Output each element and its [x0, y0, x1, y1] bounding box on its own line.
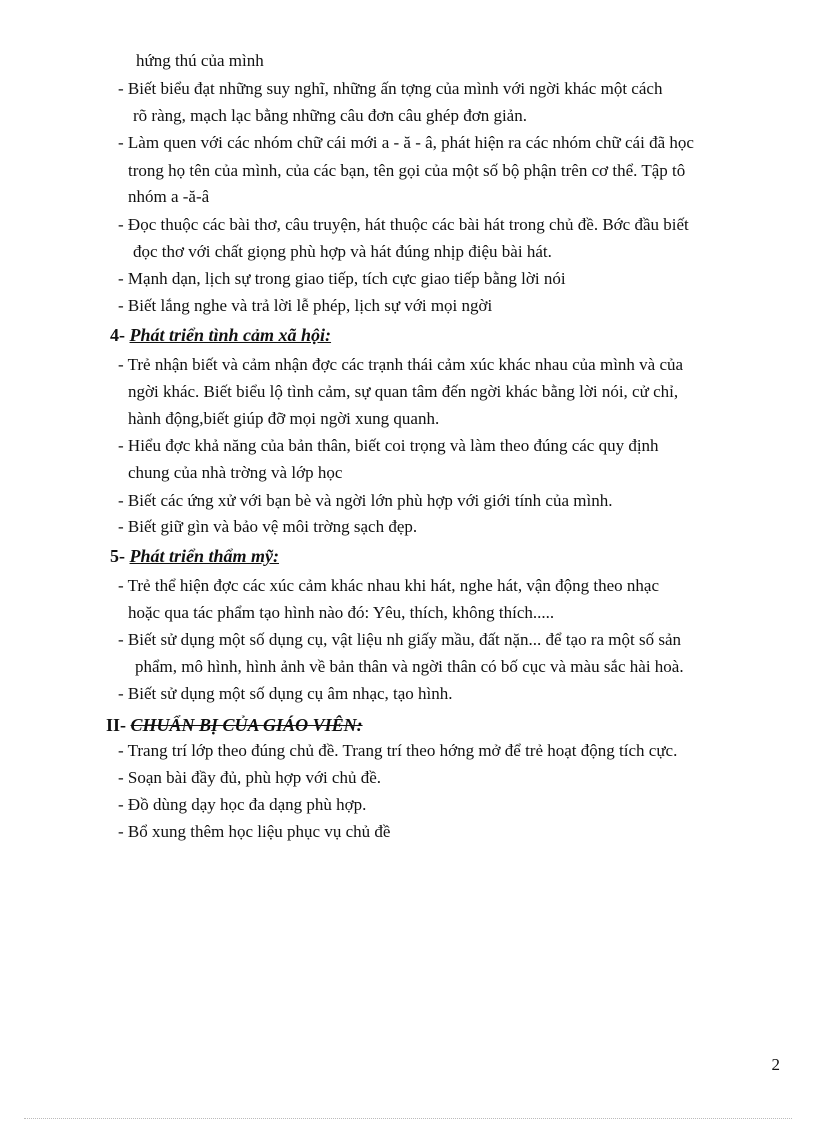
list-item: - Trang trí lớp theo đúng chủ đề. Trang trí theo hớng mở để trẻ hoạt động tích cực. — [118, 741, 678, 760]
list-item: - Làm quen với các nhóm chữ cái mới a - ă - â, phát hiện ra các nhóm chữ cái đã học — [118, 133, 694, 152]
section-heading — [110, 545, 279, 567]
list-item: - Đọc thuộc các bài thơ, câu truyện, hát thuộc các bài hát trong chủ đề. Bớc đầu biết — [118, 215, 689, 234]
section-title: CHUẨN BỊ CỦA GIÁO VIÊN: — [130, 715, 363, 735]
text-line: hứng thú của mình — [136, 51, 264, 70]
list-item: - Bổ xung thêm học liệu phục vụ chủ đề — [118, 822, 391, 841]
list-item: - Biết giữ gìn và bảo vệ môi trờng sạch đẹp. — [118, 517, 418, 536]
list-item: - Mạnh dạn, lịch sự trong giao tiếp, tích cực giao tiếp bằng lời nói — [118, 269, 566, 288]
section-title: Phát triển tình cảm xã hội: — [129, 325, 332, 345]
text-line: nhóm a -ă-â — [128, 187, 210, 206]
text-line: trong họ tên của mình, của các bạn, tên gọi của một số bộ phận trên cơ thể. Tập tô — [128, 161, 686, 180]
list-item: - Biết các ứng xử với bạn bè và ngời lớn phù hợp với giới tính của mình. — [118, 491, 613, 510]
section-heading — [106, 714, 363, 736]
list-item: - Biết sử dụng một số dụng cụ, vật liệu nh giấy mầu, đất nặn... để tạo ra một số sản — [118, 630, 682, 649]
text-line: rõ ràng, mạch lạc bằng những câu đơn câu ghép đơn giản. — [133, 106, 527, 125]
list-item: - Hiểu đợc khả năng của bản thân, biết coi trọng và làm theo đúng các quy định — [118, 436, 659, 455]
list-item: - Biết lắng nghe và trả lời lễ phép, lịch sự với mọi ngời — [118, 296, 493, 315]
list-item: - Soạn bài đầy đủ, phù hợp với chủ đề. — [118, 768, 382, 787]
footer-divider — [24, 1118, 792, 1119]
text-line: hoặc qua tác phẩm tạo hình nào đó: Yêu, thích, không thích..... — [128, 603, 555, 622]
text-line: phẩm, mô hình, hình ảnh về bản thân và ngời thân có bố cục và màu sắc hài hoà. — [135, 657, 684, 676]
section-heading — [110, 324, 331, 346]
list-item: - Trẻ thể hiện đợc các xúc cảm khác nhau khi hát, nghe hát, vận động theo nhạc — [118, 576, 660, 595]
list-item: - Biết biểu đạt những suy nghĩ, những ấn tợng của mình với ngời khác một cách — [118, 79, 663, 98]
section-title: Phát triển thẩm mỹ: — [129, 546, 280, 566]
section-number: 5- — [110, 546, 125, 566]
page-number: 2 — [771, 1055, 780, 1074]
text-line: chung của nhà trờng và lớp học — [128, 463, 343, 482]
list-item: - Đồ dùng dạy học đa dạng phù hợp. — [118, 795, 367, 814]
text-line: hành động,biết giúp đỡ mọi ngời xung quanh. — [128, 409, 440, 428]
text-line: ngời khác. Biết biểu lộ tình cảm, sự quan tâm đến ngời khác bằng lời nói, cử chỉ, — [128, 382, 679, 401]
list-item: - Trẻ nhận biết và cảm nhận đợc các trạnh thái cảm xúc khác nhau của mình và của — [118, 355, 684, 374]
list-item: - Biết sử dụng một số dụng cụ âm nhạc, tạo hình. — [118, 684, 453, 703]
section-number: 4- — [110, 325, 125, 345]
section-number: II- — [106, 715, 127, 735]
text-line: đọc thơ với chất giọng phù hợp và hát đúng nhịp điệu bài hát. — [133, 242, 552, 261]
